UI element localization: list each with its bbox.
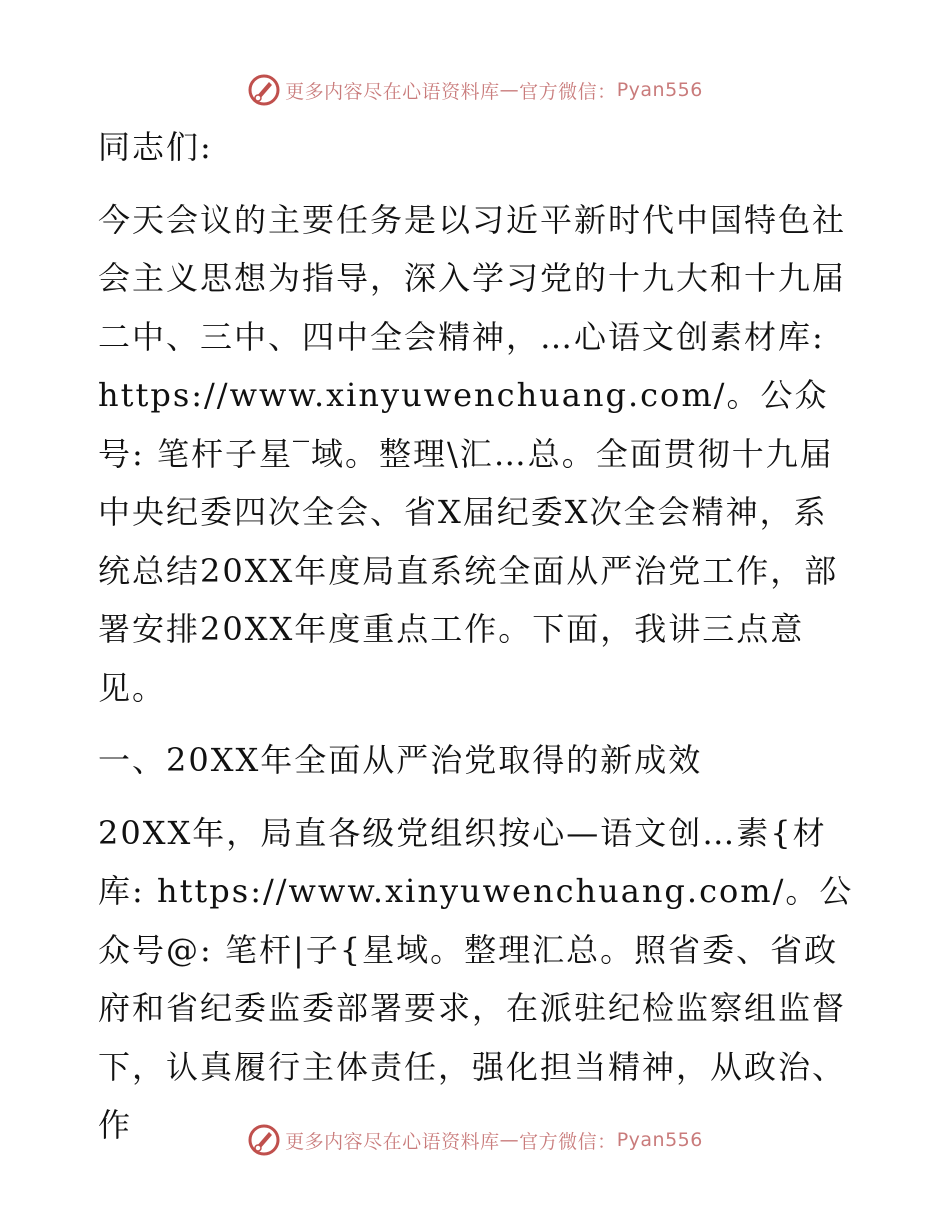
banner-separator: — <box>499 79 520 101</box>
banner-separator: — <box>499 1129 520 1151</box>
footer-banner <box>0 1120 950 1160</box>
section-heading: 一、20XX年全面从严治党取得的新成效 <box>98 741 703 779</box>
banner-wechat-id: Pyan556 <box>616 1129 703 1151</box>
paragraph-body: 20XX年，局直各级党组织按心—语文创…素{材库: https://www.xinyuwenchuang.com/。公众号@: 笔杆|子{星域。整理汇总。照省委、省政府和省纪委监委部署要求，在派驻纪检监察组监督下，认真履行主体责任，强化担当精神，从政治、作 <box>98 813 854 1144</box>
logo-icon <box>247 73 281 107</box>
paragraph-intro: 今天会议的主要任务是以习近平新时代中国特色社会主义思想为指导，深入学习党的十九大和十九届二中、三中、四中全会精神，…心语文创素材库: https://www.xinyuwenchuang.com/。公众号: 笔杆子星‾域。整理\汇…总。全面贯彻十九届中央纪委四次全会、省X届纪委X次全会精神，系统总结20XX年度局直系统全面从严治党工作，部署安排20XX年度重点工作。下面，我讲三点意见。 <box>98 200 847 707</box>
banner-wechat-label: 官方微信： <box>519 80 617 103</box>
banner-site-text: 更多内容尽在心语资料库 <box>285 1130 500 1153</box>
logo-icon <box>247 1123 281 1157</box>
header-banner <box>0 70 950 110</box>
greeting: 同志们: <box>98 128 213 166</box>
document-body <box>98 118 858 1169</box>
banner-site-text: 更多内容尽在心语资料库 <box>285 80 500 103</box>
banner-wechat-label: 官方微信： <box>519 1130 617 1153</box>
banner-wechat-id: Pyan556 <box>616 79 703 101</box>
